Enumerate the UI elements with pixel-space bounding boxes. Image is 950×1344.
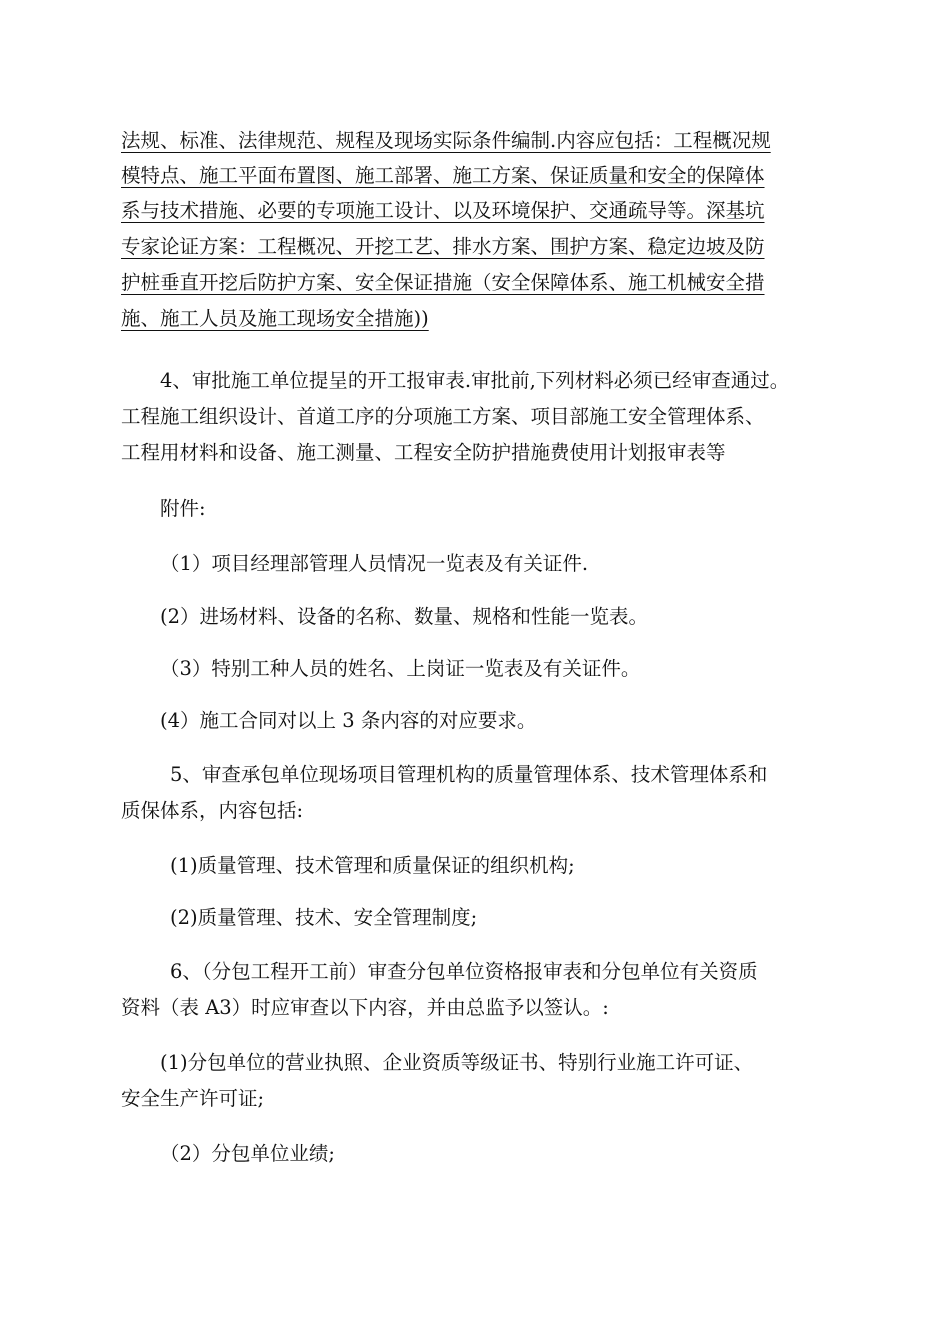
item6-line-2: 资料（表 A3）时应审查以下内容，并由总监予以签认。: xyxy=(121,996,609,1019)
attachment-label: 附件: xyxy=(160,497,206,520)
attachment-item-2: (2）进场材料、设备的名称、数量、规格和性能一览表。 xyxy=(160,605,649,628)
item6-sub2: （2）分包单位业绩; xyxy=(160,1142,335,1165)
item4-line-3: 工程用材料和设备、施工测量、工程安全防护措施费使用计划报审表等 xyxy=(121,441,726,464)
item6-sub1-line-1: (1)分包单位的营业执照、企业资质等级证书、特别行业施工许可证、 xyxy=(160,1051,754,1074)
underlined-text-line-1: 法规、标准、法律规范、规程及现场实际条件编制.内容应包括：工程概况规 xyxy=(121,129,771,152)
attachment-item-3: （3）特别工种人员的姓名、上岗证一览表及有关证件。 xyxy=(160,657,641,680)
attachment-item-1: （1）项目经理部管理人员情况一览表及有关证件. xyxy=(160,552,589,575)
item6-line-1: 6、（分包工程开工前）审查分包单位资格报审表和分包单位有关资质 xyxy=(170,960,758,983)
item5-sub-2: (2)质量管理、技术、安全管理制度; xyxy=(170,906,478,929)
underlined-text-line-5: 护桩垂直开挖后防护方案、安全保证措施（安全保障体系、施工机械安全措 xyxy=(121,271,765,294)
underlined-text-line-3: 系与技术措施、必要的专项施工设计、以及环境保护、交通疏导等。深基坑 xyxy=(121,199,765,222)
underlined-text-line-6: 施、施工人员及施工现场安全措施)) xyxy=(121,307,429,330)
item6-sub1-line-2: 安全生产许可证; xyxy=(121,1087,265,1110)
underlined-text-line-2: 模特点、施工平面布置图、施工部署、施工方案、保证质量和安全的保障体 xyxy=(121,164,765,187)
attachment-item-4: (4）施工合同对以上 3 条内容的对应要求。 xyxy=(160,709,537,732)
item4-line-2: 工程施工组织设计、首道工序的分项施工方案、项目部施工安全管理体系、 xyxy=(121,405,765,428)
item5-line-1: 5、审查承包单位现场项目管理机构的质量管理体系、技术管理体系和 xyxy=(170,763,768,786)
item5-sub-1: (1)质量管理、技术管理和质量保证的组织机构; xyxy=(170,854,575,877)
underlined-text-line-4: 专家论证方案：工程概况、开挖工艺、排水方案、围护方案、稳定边坡及防 xyxy=(121,235,765,258)
item5-line-2: 质保体系，内容包括: xyxy=(121,799,304,822)
item4-line-1: 4、审批施工单位提呈的开工报审表.审批前,下列材料必须已经审查通过。 xyxy=(160,369,790,392)
